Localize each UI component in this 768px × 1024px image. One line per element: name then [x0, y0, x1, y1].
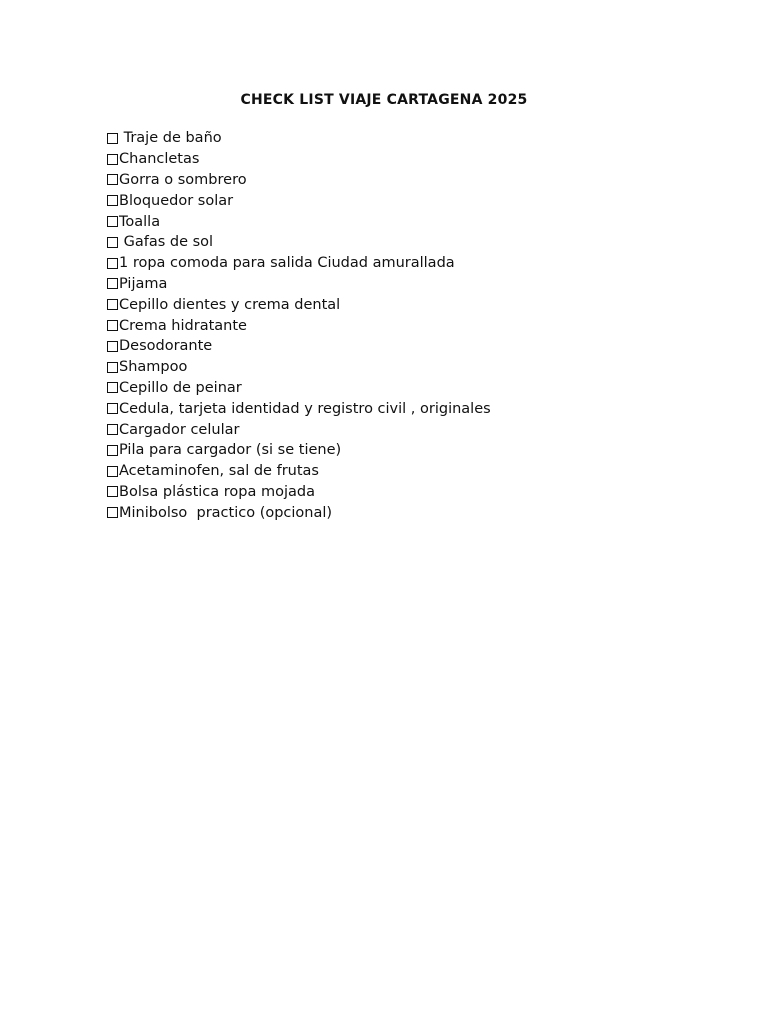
checkbox-icon[interactable] — [107, 133, 118, 144]
checklist-item — [107, 190, 491, 211]
checklist-item — [107, 378, 491, 399]
checklist-item-label: Cedula, tarjeta identidad y registro civil , originales — [119, 400, 491, 417]
checkbox-icon[interactable] — [107, 486, 118, 497]
checkbox-icon[interactable] — [107, 299, 118, 310]
checklist-item-label: Traje de baño — [119, 130, 222, 147]
checkbox-icon[interactable] — [107, 320, 118, 331]
checklist-item — [107, 482, 491, 503]
checklist-item — [107, 398, 491, 419]
checklist-item-label: Acetaminofen, sal de frutas — [119, 463, 319, 480]
checklist-item-label: Desodorante — [119, 338, 213, 355]
checklist-item — [107, 357, 491, 378]
checklist-item-label: Cepillo dientes y crema dental — [119, 296, 341, 313]
checklist-item — [107, 274, 491, 295]
checklist-item — [107, 502, 491, 523]
checklist-item-label: Toalla — [119, 213, 161, 230]
checklist-item-label: Gorra o sombrero — [119, 171, 247, 188]
checkbox-icon[interactable] — [107, 278, 118, 289]
checklist-item-label: Shampoo — [119, 359, 188, 376]
checklist-item — [107, 461, 491, 482]
checkbox-icon[interactable] — [107, 403, 118, 414]
checkbox-icon[interactable] — [107, 445, 118, 456]
checklist — [107, 128, 491, 523]
checkbox-icon[interactable] — [107, 466, 118, 477]
checklist-item — [107, 253, 491, 274]
checklist-item — [107, 211, 491, 232]
checklist-item — [107, 336, 491, 357]
checkbox-icon[interactable] — [107, 195, 118, 206]
checklist-item-label: Chancletas — [119, 151, 200, 168]
checklist-item-label: Bloquedor solar — [119, 192, 234, 209]
checkbox-icon[interactable] — [107, 154, 118, 165]
checklist-item — [107, 315, 491, 336]
checklist-item-label: Pila para cargador (si se tiene) — [119, 442, 342, 459]
checklist-item-label: Minibolso practico (opcional) — [119, 504, 333, 521]
checklist-item-label: Cepillo de peinar — [119, 379, 242, 396]
checklist-item — [107, 149, 491, 170]
checkbox-icon[interactable] — [107, 237, 118, 248]
checkbox-icon[interactable] — [107, 382, 118, 393]
checklist-item-label: Bolsa plástica ropa mojada — [119, 483, 315, 500]
checklist-item — [107, 232, 491, 253]
checkbox-icon[interactable] — [107, 174, 118, 185]
checklist-item — [107, 419, 491, 440]
checklist-item-label: 1 ropa comoda para salida Ciudad amurallada — [119, 255, 455, 272]
checklist-item — [107, 440, 491, 461]
checkbox-icon[interactable] — [107, 216, 118, 227]
checklist-item-label: Cargador celular — [119, 421, 240, 438]
checklist-item — [107, 170, 491, 191]
checkbox-icon[interactable] — [107, 507, 118, 518]
checklist-item-label: Gafas de sol — [119, 234, 214, 251]
checkbox-icon[interactable] — [107, 341, 118, 352]
checklist-item — [107, 294, 491, 315]
checkbox-icon[interactable] — [107, 424, 118, 435]
document-title: CHECK LIST VIAJE CARTAGENA 2025 — [240, 92, 528, 108]
checkbox-icon[interactable] — [107, 362, 118, 373]
checkbox-icon[interactable] — [107, 258, 118, 269]
checklist-item-label: Crema hidratante — [119, 317, 247, 334]
checklist-item — [107, 128, 491, 149]
checklist-item-label: Pijama — [119, 275, 168, 292]
